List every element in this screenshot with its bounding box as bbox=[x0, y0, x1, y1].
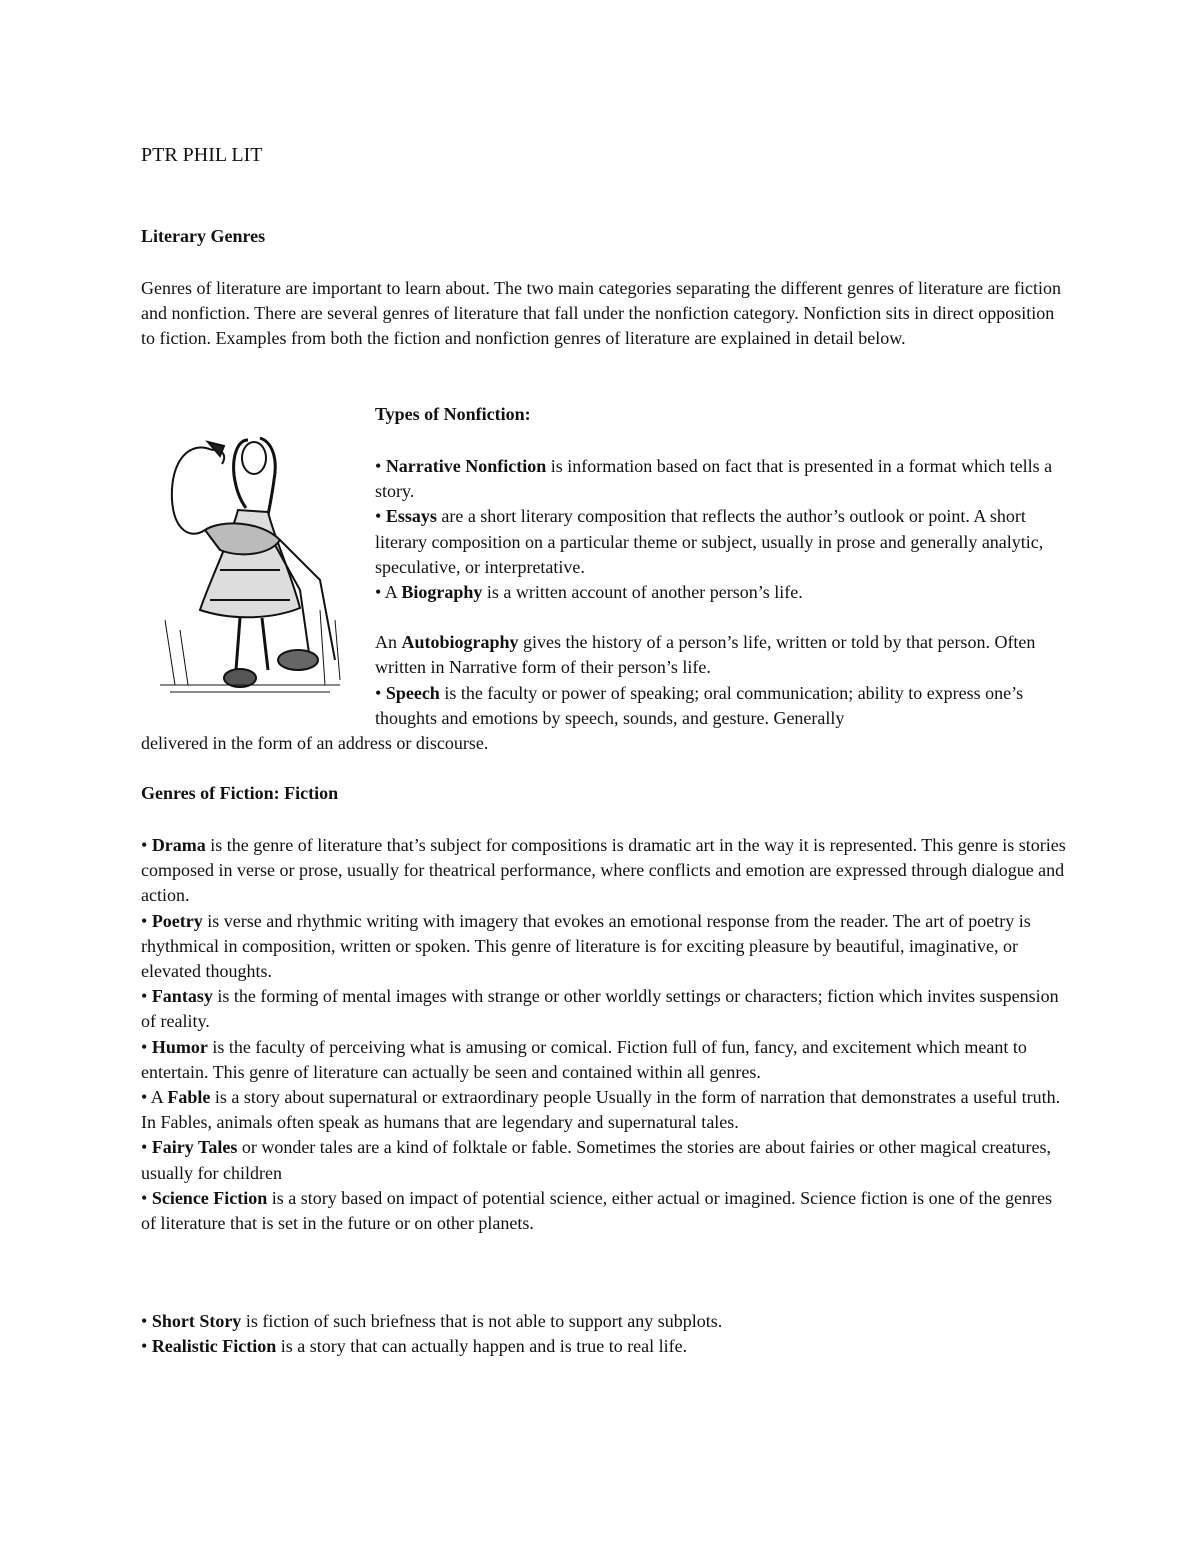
intro-paragraph: Genres of literature are important to learn about. The two main categories separating the different genres of literature are fiction and nonfiction. There are several genres of literature that fall under the nonfiction category. Nonfiction sits in direct opposition to fiction. Examples from both the fiction and nonfiction genres of literature are explained in detail below. bbox=[141, 278, 1061, 349]
list-item: • Humor is the faculty of perceiving what is amusing or comical. Fiction full of fun, fancy, and excitement which meant to entertain. This genre of literature can actually be seen and contained within all genres. bbox=[141, 1036, 1027, 1082]
document-title: PTR PHIL LIT bbox=[141, 144, 263, 166]
list-item: An Autobiography gives the history of a person’s life, written or told by that person. Often written in Narrative form of their person’s life. bbox=[375, 632, 1036, 678]
list-item: • Fairy Tales or wonder tales are a kind of folktale or fable. Sometimes the stories are about fairies or other magical creatures, usually for children bbox=[141, 1137, 1052, 1183]
list-item: • Essays are a short literary composition that reflects the author’s outlook or point. A short literary composition on a particular theme or subject, usually in prose and generally analytic, speculative, or interpretative. bbox=[375, 506, 1044, 577]
fiction-list-continued bbox=[141, 1309, 1071, 1359]
list-item: • Speech is the faculty or power of speaking; oral communication; ability to express one’s thoughts and emotions by speech, sounds, and gesture. Generally bbox=[375, 682, 1024, 728]
list-item: • A Fable is a story about supernatural or extraordinary people Usually in the form of narration that demonstrates a useful truth. In Fables, animals often speak as humans that are legendary and supernatural tales. bbox=[141, 1087, 1061, 1133]
section-heading-types-of-nonfiction: Types of Nonfiction: bbox=[375, 404, 531, 424]
section-heading-genres-of-fiction: Genres of Fiction: Fiction bbox=[141, 783, 339, 803]
list-item: • Realistic Fiction is a story that can actually happen and is true to real life. bbox=[141, 1336, 688, 1357]
fiction-list bbox=[141, 833, 1071, 1236]
list-item: • Narrative Nonfiction is information based on fact that is presented in a format which tells a story. bbox=[375, 456, 1053, 502]
list-item: • Short Story is fiction of such briefness that is not able to support any subplots. bbox=[141, 1311, 723, 1331]
list-item: • Poetry is verse and rhythmic writing with imagery that evokes an emotional response from the reader. The art of poetry is rhythmical in composition, written or spoken. This genre of literature is for exciting pleasure by beautiful, imaginative, or elevated thoughts. bbox=[141, 910, 1031, 982]
list-item: • Science Fiction is a story based on impact of potential science, either actual or imagined. Science fiction is one of the genres of literature that is set in the future or on other planets. bbox=[141, 1187, 1053, 1234]
speech-continuation: delivered in the form of an address or discourse. bbox=[141, 733, 489, 753]
list-item: • Drama is the genre of literature that’s subject for compositions is dramatic art in the way it is represented. This genre is stories composed in verse or prose, usually for theatrical performance, where conflicts and emotion are expressed through dialogue and action. bbox=[141, 835, 1066, 906]
list-item: • A Biography is a written account of another person’s life. bbox=[375, 582, 803, 603]
list-item: • Fantasy is the forming of mental images with strange or other worldly settings or characters; fiction which invites suspension of reality. bbox=[141, 986, 1059, 1032]
nonfiction-list bbox=[375, 454, 1065, 731]
section-heading-literary-genres: Literary Genres bbox=[141, 226, 266, 246]
alice-flamingo-illustration bbox=[150, 420, 350, 700]
